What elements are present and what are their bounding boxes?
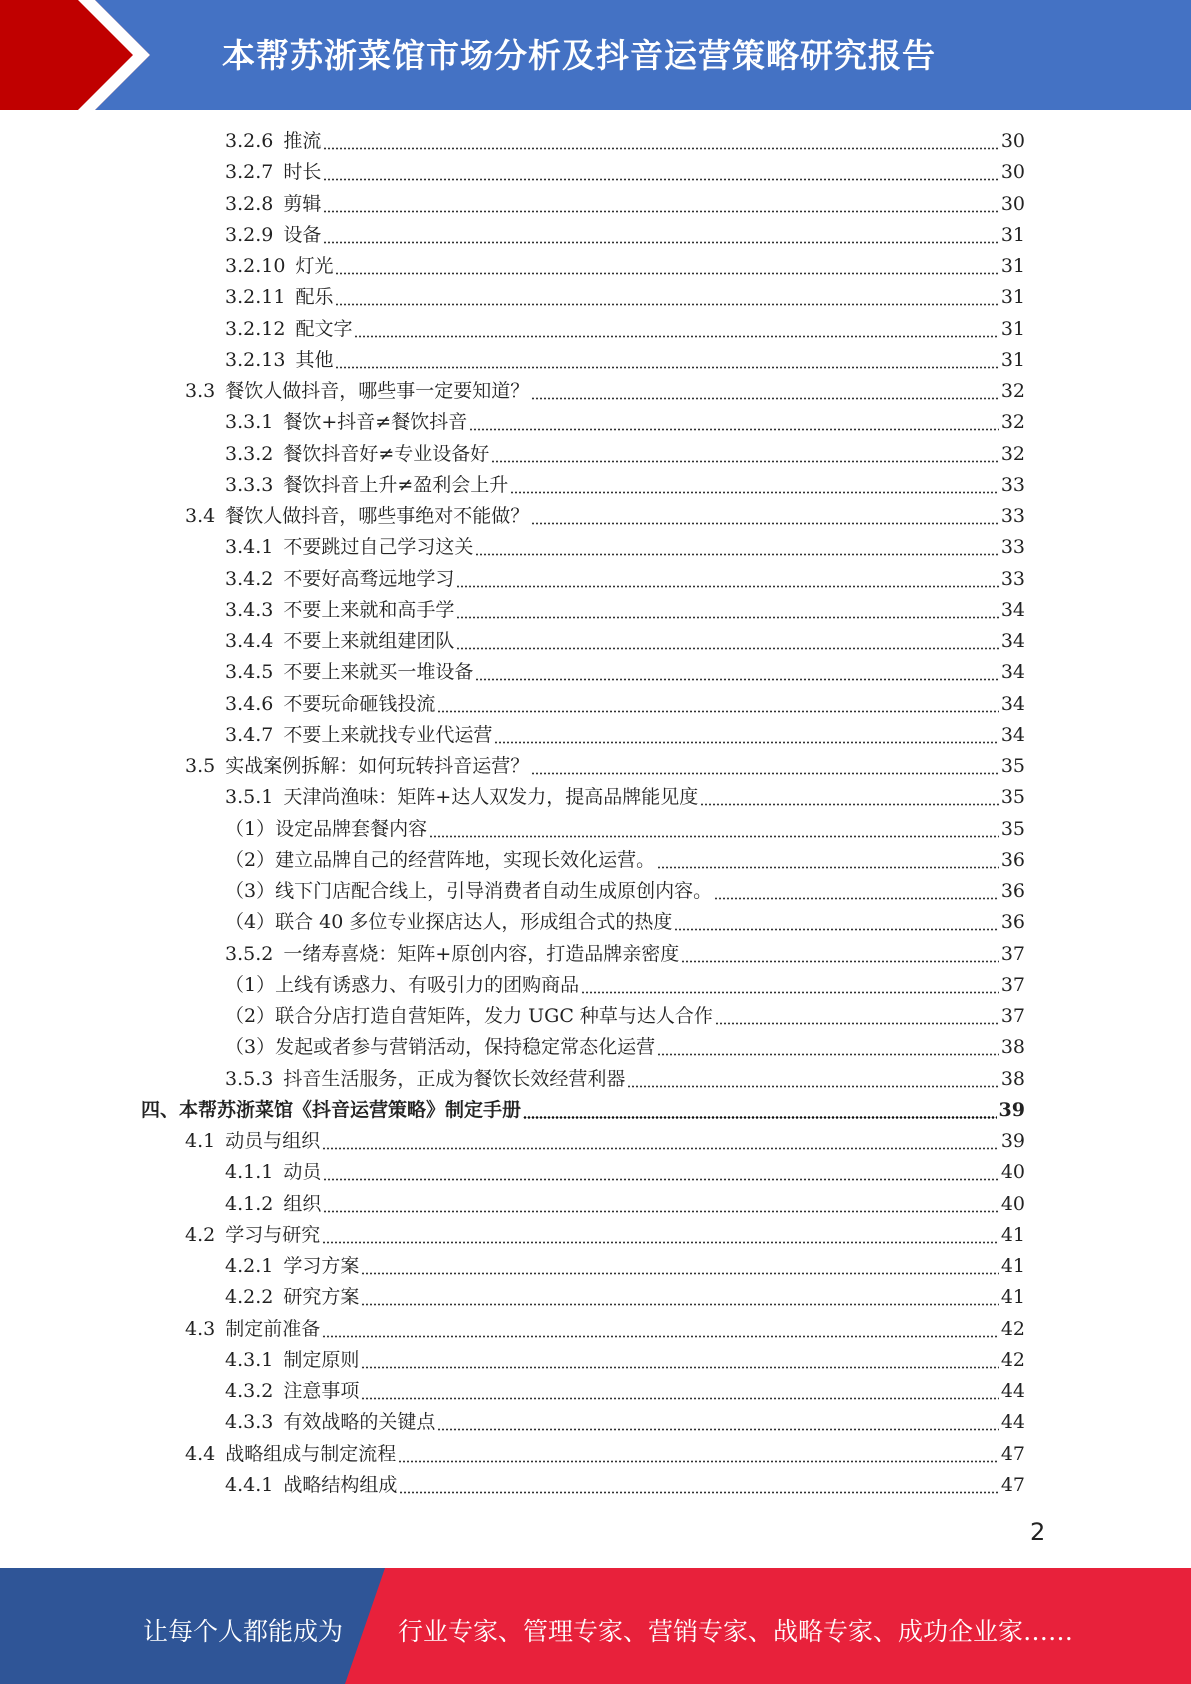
toc-entry[interactable]	[225, 720, 1025, 751]
toc-entry-number: 3.3.2	[225, 442, 274, 465]
toc-dot-leader	[657, 866, 999, 869]
toc-entry[interactable]	[225, 1376, 1025, 1407]
toc-entry-page: 32	[1000, 411, 1025, 434]
toc-dot-leader	[494, 741, 998, 744]
toc-entry-title: 不要跳过自己学习这关	[283, 536, 474, 559]
toc-dot-leader	[456, 616, 998, 619]
toc-entry-page: 30	[1000, 130, 1025, 152]
toc-entry[interactable]	[225, 251, 1025, 282]
toc-entry-number: 4.4.1	[225, 1473, 274, 1496]
toc-entry-title: 动员与组织	[225, 1130, 321, 1152]
toc-entry-number: 4.2.1	[225, 1255, 274, 1277]
toc-entry[interactable]	[225, 439, 1025, 470]
toc-entry-title: 时长	[283, 161, 322, 184]
toc-entry-number: 3.2.10	[225, 255, 286, 277]
toc-entry-number: 4.3.3	[225, 1411, 274, 1434]
toc-entry-title: 餐饮+抖音≠餐饮抖音	[283, 411, 468, 434]
toc-entry-page: 39	[1000, 1130, 1025, 1152]
toc-entry-title: 剪辑	[283, 192, 322, 215]
toc-entry-number: 4.3.2	[225, 1380, 274, 1402]
toc-entry-page: 37	[1000, 973, 1025, 996]
toc-entry-title: （1）设定品牌套餐内容	[225, 817, 428, 840]
toc-entry[interactable]	[225, 1157, 1025, 1188]
toc-entry-title: 学习与研究	[225, 1223, 321, 1246]
toc-dot-leader	[510, 491, 999, 494]
toc-entry-page: 36	[1000, 880, 1025, 902]
toc-entry-page: 37	[1000, 1005, 1025, 1027]
toc-dot-leader	[437, 710, 998, 713]
toc-entry-page: 35	[1000, 786, 1025, 809]
toc-entry[interactable]	[225, 282, 1025, 313]
toc-entry[interactable]	[225, 939, 1025, 970]
toc-entry[interactable]	[225, 407, 1025, 438]
toc-dot-leader	[456, 647, 998, 650]
toc-entry-page: 30	[1000, 161, 1025, 184]
toc-entry[interactable]	[225, 657, 1025, 688]
toc-dot-leader	[323, 147, 998, 150]
toc-entry[interactable]	[225, 1032, 1025, 1063]
toc-entry-page: 36	[1000, 848, 1025, 871]
toc-entry[interactable]	[185, 376, 1025, 407]
toc-dot-leader	[700, 803, 999, 806]
toc-dot-leader	[399, 1491, 998, 1494]
toc-dot-leader	[681, 960, 999, 963]
toc-dot-leader	[469, 428, 999, 431]
toc-entry-page: 41	[1000, 1223, 1025, 1246]
toc-entry-title: 其他	[295, 348, 334, 371]
toc-dot-leader	[361, 1366, 998, 1369]
toc-entry-title: 不要上来就组建团队	[283, 630, 455, 652]
toc-entry-title: 设备	[283, 223, 322, 246]
toc-entry-page: 44	[1000, 1380, 1025, 1402]
toc-dot-leader	[322, 1147, 999, 1150]
toc-entry-page: 31	[1000, 223, 1025, 246]
toc-entry[interactable]	[225, 1251, 1025, 1282]
toc-entry-number: 4.1.1	[225, 1161, 274, 1184]
toc-entry-number: 4.1.2	[225, 1192, 274, 1215]
toc-dot-leader	[674, 928, 998, 931]
toc-entry-title: 餐饮人做抖音，哪些事一定要知道？	[225, 380, 530, 402]
toc-entry-page: 31	[1000, 348, 1025, 371]
toc-entry-title: 灯光	[295, 255, 334, 277]
toc-entry[interactable]	[225, 157, 1025, 188]
toc-entry-page: 35	[1000, 755, 1025, 777]
toc-dot-leader	[437, 1428, 998, 1431]
toc-dot-leader	[475, 553, 998, 556]
toc-entry-page: 31	[1000, 286, 1025, 309]
toc-entry-number: 3.4.2	[225, 567, 274, 590]
toc-dot-leader	[335, 366, 998, 369]
toc-entry-page: 44	[1000, 1411, 1025, 1434]
toc-entry-title: 不要上来就和高手学	[283, 598, 455, 621]
toc-dot-leader	[657, 1053, 999, 1056]
toc-entry-page: 41	[1000, 1255, 1025, 1277]
toc-entry-number: 3.3.3	[225, 473, 274, 496]
toc-entry-title: （3）发起或者参与营销活动，保持稳定常态化运营	[225, 1036, 656, 1059]
toc-entry[interactable]	[185, 1220, 1025, 1251]
toc-entry[interactable]	[225, 689, 1025, 720]
toc-entry-page: 40	[1000, 1192, 1025, 1215]
toc-entry[interactable]	[225, 220, 1025, 251]
toc-entry-page: 42	[1000, 1348, 1025, 1371]
toc-entry-page: 32	[1000, 380, 1025, 402]
toc-entry-title: （1）上线有诱惑力、有吸引力的团购商品	[225, 973, 580, 996]
toc-dot-leader	[354, 335, 998, 338]
toc-entry-number: 3.4.7	[225, 723, 274, 746]
toc-entry-number: 3.2.13	[225, 348, 286, 371]
toc-entry[interactable]	[225, 876, 1025, 907]
toc-entry[interactable]	[185, 501, 1025, 532]
toc-entry[interactable]	[225, 970, 1025, 1001]
toc-dot-leader	[323, 1210, 998, 1213]
toc-entry-page: 34	[1000, 661, 1025, 684]
toc-dot-leader	[491, 460, 999, 463]
toc-entry-number: 3.2.8	[225, 192, 274, 215]
toc-entry-number: 3.2.6	[225, 130, 274, 152]
toc-entry-number: 3.4.5	[225, 661, 274, 684]
toc-entry-page: 35	[1000, 817, 1025, 840]
toc-entry[interactable]	[225, 1064, 1025, 1095]
toc-entry-title: 不要上来就找专业代运营	[283, 723, 493, 746]
toc-entry-title: 战略组成与制定流程	[225, 1442, 397, 1465]
toc-entry-number: 3.4.3	[225, 598, 274, 621]
toc-entry-title: 战略结构组成	[283, 1473, 398, 1496]
toc-entry-page: 40	[1000, 1161, 1025, 1184]
toc-entry-title: 配文字	[295, 317, 353, 340]
toc-dot-leader	[714, 897, 999, 900]
toc-entry[interactable]	[225, 532, 1025, 563]
toc-dot-leader	[361, 1303, 998, 1306]
toc-dot-leader	[456, 585, 998, 588]
toc-entry[interactable]	[225, 1189, 1025, 1220]
toc-entry-page: 31	[1000, 317, 1025, 340]
toc-entry-number: 3.5.3	[225, 1067, 274, 1090]
toc-entry-page: 34	[1000, 598, 1025, 621]
page-number: 2	[1030, 1518, 1046, 1546]
toc-entry-page: 39	[998, 1098, 1025, 1121]
toc-dot-leader	[335, 303, 998, 306]
toc-entry-number: 3.2.7	[225, 161, 274, 184]
toc-entry-page: 47	[1000, 1442, 1025, 1465]
toc-dot-leader	[323, 210, 998, 213]
toc-entry-page: 41	[1000, 1286, 1025, 1309]
toc-dot-leader	[475, 678, 998, 681]
toc-entry[interactable]	[225, 814, 1025, 845]
toc-entry-title: 动员	[283, 1161, 322, 1184]
toc-dot-leader	[323, 241, 998, 244]
report-title: 本帮苏浙菜馆市场分析及抖音运营策略研究报告	[222, 36, 936, 75]
toc-entry-page: 31	[1000, 255, 1025, 277]
toc-entry[interactable]	[225, 564, 1025, 595]
toc-dot-leader	[361, 1397, 998, 1400]
toc-entry[interactable]	[225, 1407, 1025, 1438]
toc-entry-title: 研究方案	[283, 1286, 360, 1309]
toc-entry-number: 4.3	[185, 1317, 216, 1340]
toc-entry-title: （4）联合 40 多位专业探店达人，形成组合式的热度	[225, 911, 673, 934]
toc-entry[interactable]	[225, 314, 1025, 345]
toc-entry-title: 注意事项	[283, 1380, 360, 1402]
toc-entry[interactable]	[225, 782, 1025, 813]
toc-entry-page: 33	[1000, 473, 1025, 496]
toc-dot-leader	[531, 522, 999, 525]
toc-dot-leader	[715, 1022, 999, 1025]
toc-entry-title: （2）联合分店打造自营矩阵，发力 UGC 种草与达人合作	[225, 1005, 713, 1027]
toc-entry-number: 3.2.12	[225, 317, 286, 340]
toc-entry[interactable]	[185, 1126, 1025, 1157]
toc-entry-page: 37	[1000, 942, 1025, 965]
toc-dot-leader	[323, 1178, 998, 1181]
toc-dot-leader	[429, 835, 999, 838]
toc-entry-title: 有效战略的关键点	[283, 1411, 436, 1434]
toc-entry-number: 4.2.2	[225, 1286, 274, 1309]
toc-entry-page: 33	[1000, 567, 1025, 590]
toc-entry-title: 餐饮抖音好≠专业设备好	[283, 442, 490, 465]
toc-entry[interactable]	[225, 1470, 1025, 1501]
toc-entry-page: 33	[1000, 536, 1025, 559]
toc-entry-title: 不要好高骛远地学习	[283, 567, 455, 590]
toc-dot-leader	[531, 772, 999, 775]
toc-entry-number: 3.2.11	[225, 286, 286, 309]
toc-entry-page: 36	[1000, 911, 1025, 934]
header-red-arrow	[0, 0, 150, 110]
toc-entry-title: 天津尚渔味：矩阵+达人双发力，提高品牌能见度	[283, 786, 699, 809]
toc-dot-leader	[322, 1241, 999, 1244]
toc-entry[interactable]	[225, 595, 1025, 626]
toc-entry[interactable]	[225, 1345, 1025, 1376]
toc-entry-number: 3.4	[185, 505, 216, 527]
toc-entry-title: （3）线下门店配合线上，引导消费者自动生成原创内容。	[225, 880, 713, 902]
toc-entry-page: 38	[1000, 1036, 1025, 1059]
toc-entry-title: 制定原则	[283, 1348, 360, 1371]
toc-dot-leader	[398, 1460, 999, 1463]
toc-entry-page: 34	[1000, 692, 1025, 715]
toc-dot-leader	[323, 178, 998, 181]
toc-entry-number: 3.4.1	[225, 536, 274, 559]
toc-entry-page: 32	[1000, 442, 1025, 465]
toc-entry-title: 四、本帮苏浙菜馆《抖音运营策略》制定手册	[141, 1098, 522, 1121]
toc-entry-title: 一绪寿喜烧：矩阵+原创内容，打造品牌亲密度	[283, 942, 680, 965]
toc-entry[interactable]	[185, 1314, 1025, 1345]
toc-dot-leader	[581, 991, 999, 994]
toc-entry-number: 3.4.6	[225, 692, 274, 715]
footer-slogan-right: 行业专家、管理专家、营销专家、战略专家、成功企业家……	[398, 1617, 1074, 1646]
toc-entry-title: 不要上来就买一堆设备	[283, 661, 474, 684]
toc-entry-title: 推流	[283, 130, 322, 152]
toc-entry-page: 34	[1000, 630, 1025, 652]
toc-entry-page: 47	[1000, 1473, 1025, 1496]
toc-entry-title: 抖音生活服务，正成为餐饮长效经营利器	[283, 1067, 626, 1090]
toc-entry-number: 4.4	[185, 1442, 216, 1465]
toc-entry[interactable]	[141, 1095, 1025, 1126]
toc-entry-number: 3.5.1	[225, 786, 274, 809]
toc-entry[interactable]	[225, 126, 1025, 157]
toc-entry-page: 30	[1000, 192, 1025, 215]
toc-entry[interactable]	[225, 1001, 1025, 1032]
toc-entry-number: 3.4.4	[225, 630, 274, 652]
toc-entry-number: 4.3.1	[225, 1348, 274, 1371]
toc-dot-leader	[361, 1272, 998, 1275]
toc-entry-number: 3.3.1	[225, 411, 274, 434]
toc-entry-title: 实战案例拆解：如何玩转抖音运营？	[225, 755, 530, 777]
toc-dot-leader	[335, 272, 998, 275]
toc-entry-page: 42	[1000, 1317, 1025, 1340]
toc-entry-title: 组织	[283, 1192, 322, 1215]
footer-slogan-left: 让每个人都能成为	[143, 1617, 344, 1646]
toc-entry-title: 不要玩命砸钱投流	[283, 692, 436, 715]
toc-entry-title: 配乐	[295, 286, 334, 309]
toc-entry-title: 学习方案	[283, 1255, 360, 1277]
toc-dot-leader	[523, 1116, 997, 1119]
toc-entry-page: 33	[1000, 505, 1025, 527]
toc-dot-leader	[322, 1335, 999, 1338]
toc-entry-title: 餐饮人做抖音，哪些事绝对不能做？	[225, 505, 530, 527]
toc-entry[interactable]	[225, 907, 1025, 938]
toc-entry[interactable]	[225, 845, 1025, 876]
toc-entry-number: 4.2	[185, 1223, 216, 1246]
toc-entry-number: 3.3	[185, 380, 216, 402]
toc-entry[interactable]	[185, 751, 1025, 782]
toc-entry-number: 3.5.2	[225, 942, 274, 965]
toc-entry-number: 3.2.9	[225, 223, 274, 246]
toc-entry[interactable]	[225, 470, 1025, 501]
toc-entry[interactable]	[225, 626, 1025, 657]
toc-entry-page: 38	[1000, 1067, 1025, 1090]
toc-entry-title: 餐饮抖音上升≠盈利会上升	[283, 473, 509, 496]
toc-entry-number: 3.5	[185, 755, 216, 777]
toc-entry-number: 4.1	[185, 1130, 216, 1152]
toc-entry[interactable]	[225, 1282, 1025, 1313]
toc-dot-leader	[627, 1085, 998, 1088]
toc-entry[interactable]	[225, 189, 1025, 220]
toc-entry-title: 制定前准备	[225, 1317, 321, 1340]
toc-entry-title: （2）建立品牌自己的经营阵地，实现长效化运营。	[225, 848, 656, 871]
toc-entry-page: 34	[1000, 723, 1025, 746]
toc-dot-leader	[531, 397, 999, 400]
page-header	[0, 0, 1191, 110]
toc-entry[interactable]	[185, 1439, 1025, 1470]
toc-entry[interactable]	[225, 345, 1025, 376]
